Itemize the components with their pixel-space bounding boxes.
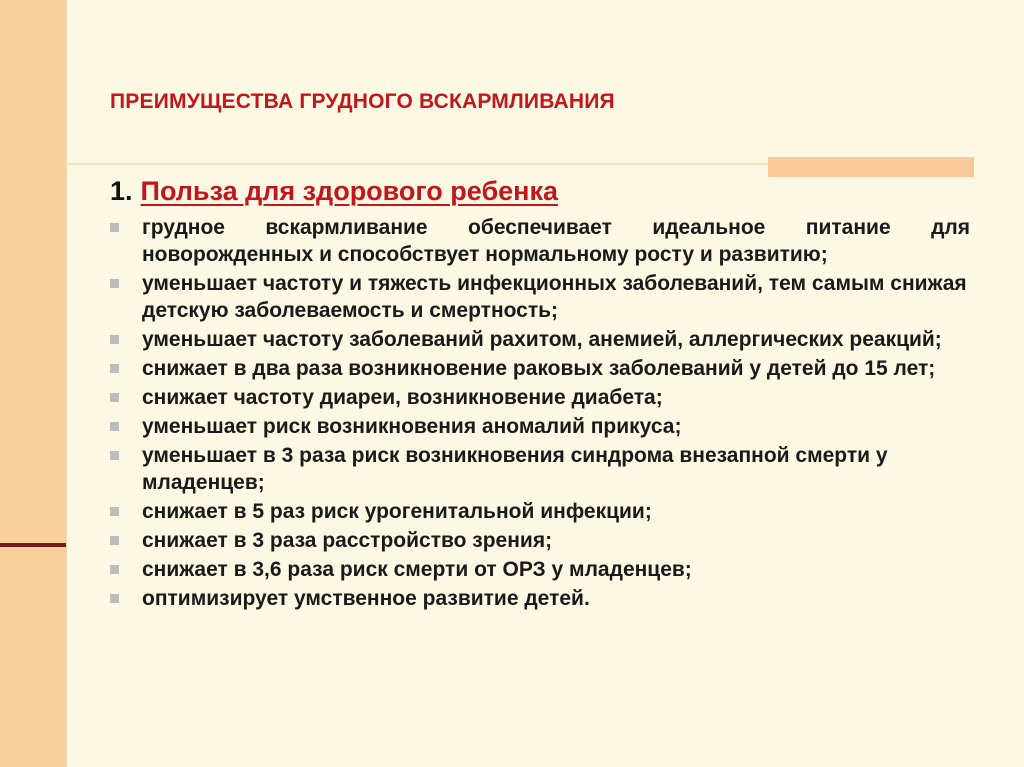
list-item-text: снижает в два раза возникновение раковых заболеваний у детей до 15 лет; [142,357,936,380]
list-item [110,442,970,496]
list-item [110,585,970,612]
list-item-text: снижает в 3,6 раза риск смерти от ОРЗ у младенцев; [142,558,692,581]
square-bullet-icon [110,565,119,574]
header-rule [66,163,768,165]
list-item-text: снижает частоту диареи, возникновение диабета; [142,386,663,409]
square-bullet-icon [110,507,119,516]
list-item-text: грудное вскармливание обеспечивает идеальное питание для новорожденных и способствует нормальному росту и развитию; [142,216,970,266]
list-item-text: снижает в 3 раза расстройство зрения; [142,529,553,552]
left-decor-band [0,0,66,767]
square-bullet-icon [110,364,119,373]
list-item-text: уменьшает частоту и тяжесть инфекционных заболеваний, тем самым снижая детскую заболеваемость и смертность; [142,272,967,322]
section-title: Польза для здорового ребенка [140,176,558,206]
section-number: 1. [110,176,133,206]
square-bullet-icon [110,422,119,431]
list-item [110,355,970,382]
square-bullet-icon [110,536,119,545]
list-item [110,326,970,353]
list-item [110,556,970,583]
square-bullet-icon [110,335,119,344]
list-item-text: уменьшает частоту заболеваний рахитом, анемией, аллергических реакций; [142,328,942,351]
left-band-rule [66,0,67,767]
left-band-divider [0,543,66,547]
section-heading [110,173,558,209]
list-item [110,384,970,411]
benefits-list [110,214,970,614]
list-item-text: уменьшает в 3 раза риск возникновения синдрома внезапной смерти у младенцев; [142,444,888,494]
square-bullet-icon [110,594,119,603]
list-item [110,270,970,324]
header-accent-bar [768,157,974,177]
list-item [110,498,970,525]
square-bullet-icon [110,393,119,402]
list-item [110,413,970,440]
square-bullet-icon [110,279,119,288]
list-item-text: снижает в 5 раз риск урогенитальной инфекции; [142,500,652,523]
list-item [110,214,970,268]
list-item-text: оптимизирует умственное развитие детей. [142,587,590,610]
square-bullet-icon [110,223,119,232]
list-item [110,527,970,554]
list-item-text: уменьшает риск возникновения аномалий прикуса; [142,415,682,438]
square-bullet-icon [110,451,119,460]
slide-title: ПРЕИМУЩЕСТВА ГРУДНОГО ВСКАРМЛИВАНИЯ [110,90,615,113]
